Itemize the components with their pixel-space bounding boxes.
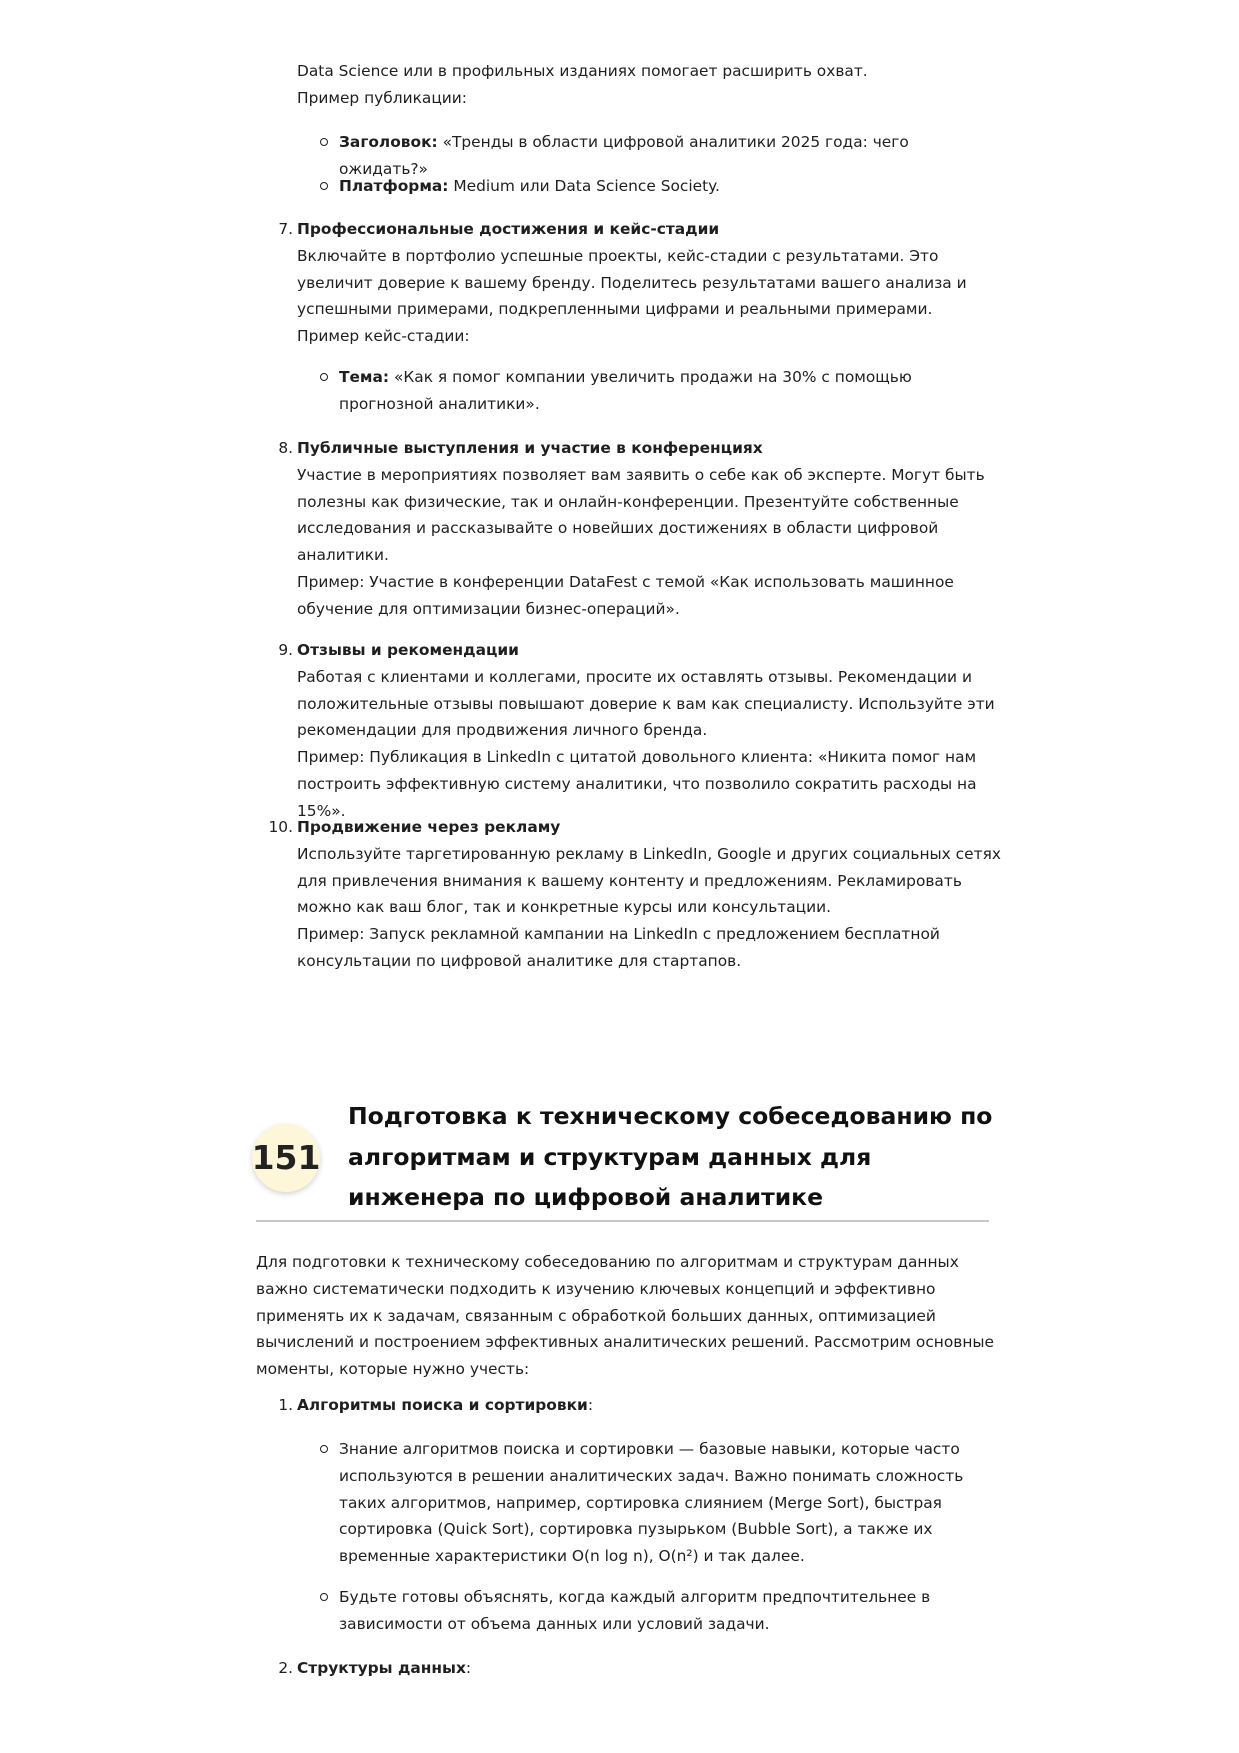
list-item: Знание алгоритмов поиска и сортировки — базовые навыки, которые часто используются в решении аналитических задач. Важно понимать сложность таких алгоритмов, например, сортировка слиянием (Merge Sort), быстрая сортировка (Quick Sort), сортировка пузырьком (Bubble Sort), а также их временные характеристики O(n log n), O(n²) и так далее.	[339, 1440, 964, 1566]
item-body: Используйте таргетированную рекламу в LinkedIn, Google и других социальных сетях для привлечения внимания к вашему контенту и предложениям. Рекламировать можно как ваш блог, так и конкретные курсы или консультации.	[297, 844, 1001, 917]
item-body: Включайте в портфолио успешные проекты, кейс-стадии с результатами. Это увеличит доверие к вашему бренду. Поделитесь результатами вашего анализа и успешными примерами, подкрепленными цифрами и реальными примерами.	[297, 246, 967, 319]
bullet-icon	[320, 1593, 328, 1601]
bullet-label: Тема:	[339, 368, 390, 386]
intro-line: Data Science или в профильных изданиях помогает расширить охват.	[297, 62, 868, 80]
item-title: Структуры данных	[297, 1659, 466, 1677]
bullet-icon	[320, 1445, 328, 1453]
bullet-label: Заголовок:	[339, 133, 438, 151]
list-number: 2.	[278, 1659, 293, 1677]
item-example: Пример: Публикация в LinkedIn с цитатой довольного клиента: «Никита помог нам построить эффективную систему аналитики, что позволило сократить расходы на 15%».	[297, 748, 977, 820]
item-title: Публичные выступления и участие в конференциях	[297, 439, 763, 457]
item-title: Отзывы и рекомендации	[297, 641, 519, 659]
example-label: Пример публикации:	[297, 88, 467, 107]
item-example: Пример: Запуск рекламной кампании на LinkedIn с предложением бесплатной консультации по цифровой аналитике для стартапов.	[297, 925, 940, 970]
item-title: Алгоритмы поиска и сортировки	[297, 1396, 588, 1414]
item-body: Участие в мероприятиях позволяет вам заявить о себе как об эксперте. Могут быть полезны как физические, так и онлайн-конференции. Презентуйте собственные исследования и рассказывайте о новейших достижениях в области цифровой аналитики.	[297, 465, 985, 565]
section-number-badge: 151	[252, 1124, 320, 1192]
list-item	[297, 435, 1002, 623]
list-item	[297, 1655, 1002, 1682]
paragraph	[297, 58, 1002, 112]
list-number: 10.	[268, 818, 293, 836]
bullet-text: «Как я помог компании увеличить продажи на 30% с помощью прогнозной аналитики».	[339, 368, 912, 413]
bullet-icon	[320, 182, 328, 190]
section-intro: Для подготовки к техническому собеседованию по алгоритмам и структурам данных важно систематически подходить к изучению ключевых концепций и эффективно применять их к задачам, связанным с обработкой больших данных, оптимизацией вычислений и построением эффективных аналитических решений. Рассмотрим основные моменты, которые нужно учесть:	[256, 1253, 995, 1379]
bullet-text: Medium или Data Science Society.	[448, 177, 720, 195]
item-suffix: :	[587, 1396, 593, 1414]
list-number: 9.	[278, 641, 293, 659]
list-item	[297, 1392, 1002, 1419]
item-suffix: :	[465, 1659, 472, 1677]
item-example: Пример кейс-стадии:	[297, 327, 470, 346]
section-title: Подготовка к техническому собеседованию по алгоритмам и структурам данных для инженера по цифровой аналитике	[348, 1102, 993, 1211]
item-body: Работая с клиентами и коллегами, просите их оставлять отзывы. Рекомендации и положительные отзывы повышают доверие к вам как специалисту. Используйте эти рекомендации для продвижения личного бренда.	[297, 667, 995, 740]
item-title: Профессиональные достижения и кейс-стадии	[297, 220, 720, 238]
list-item: Будьте готовы объяснять, когда каждый алгоритм предпочтительнее в зависимости от объема данных или условий задачи.	[339, 1588, 931, 1633]
list-item	[339, 364, 999, 418]
bullet-icon	[320, 138, 328, 146]
list-item	[297, 637, 1002, 825]
item-title: Продвижение через рекламу	[297, 818, 561, 836]
item-example: Пример: Участие в конференции DataFest с темой «Как использовать машинное обучение для оптимизации бизнес-операций».	[297, 572, 954, 618]
list-number: 8.	[278, 439, 293, 457]
list-item	[339, 173, 999, 200]
bullet-label: Платформа:	[339, 177, 449, 195]
list-number: 1.	[278, 1396, 293, 1414]
title-divider	[256, 1220, 989, 1222]
list-item	[297, 216, 1002, 350]
bullet-text: «Тренды в области цифровой аналитики 2025 года: чего ожидать?»	[339, 133, 909, 178]
bullet-icon	[320, 373, 328, 381]
list-item	[297, 814, 1002, 975]
list-number: 7.	[278, 220, 293, 238]
